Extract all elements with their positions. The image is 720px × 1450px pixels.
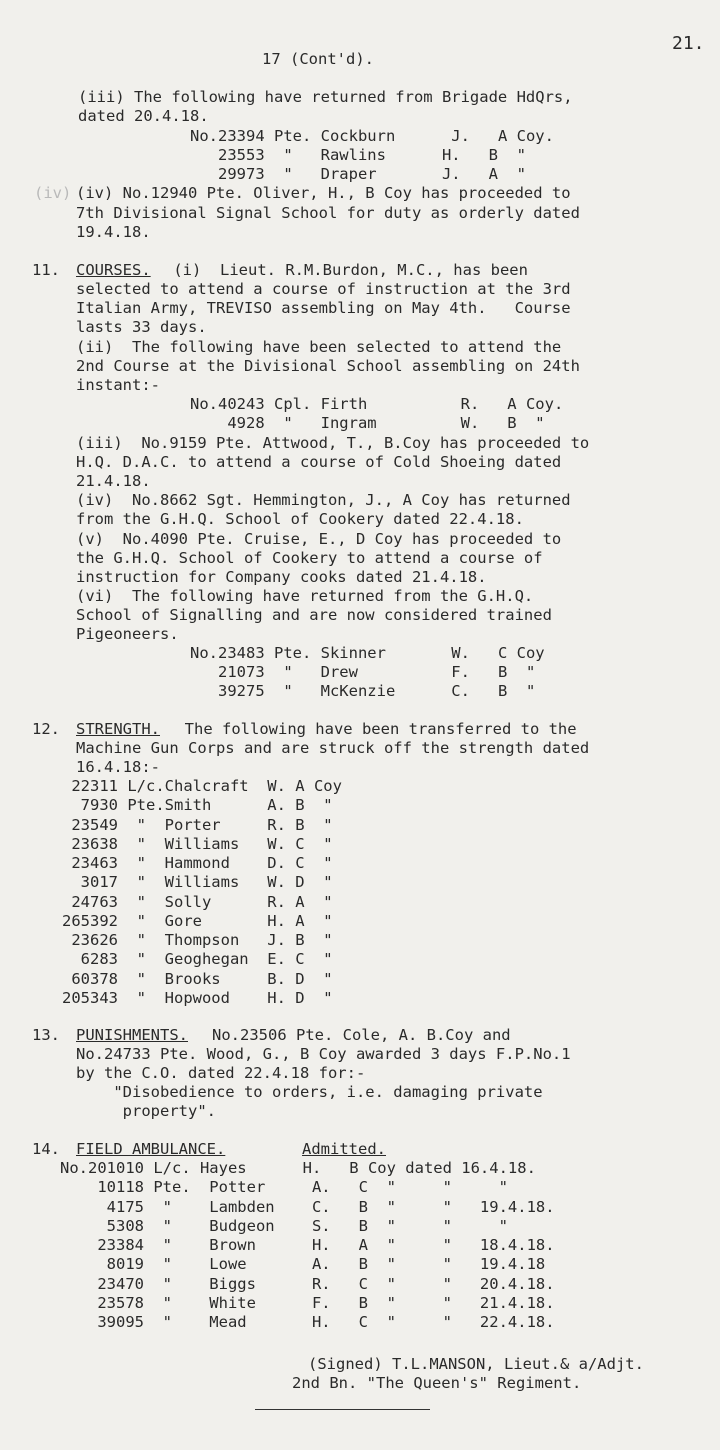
s17-iii-row: No.23394 Pte. Cockburn J. A Coy. [190, 127, 554, 145]
closing-rule [255, 1409, 430, 1410]
s17-iii-line: dated 20.4.18. [78, 107, 209, 125]
signature-line: (Signed) T.L.MANSON, Lieut.& a/Adjt. [308, 1355, 644, 1373]
s12-first: The following have been transferred to the [166, 720, 577, 738]
s17-iv-line: (iv) No.12940 Pte. Oliver, H., B Coy has proceeded to [76, 184, 571, 202]
s11-i-line: selected to attend a course of instruction at the 3rd [76, 280, 571, 298]
s17-iii-line: (iii) The following have returned from Brigade HdQrs, [78, 88, 573, 106]
s14-row: 23470 " Biggs R. C " " 20.4.18. [60, 1275, 555, 1293]
signature-unit: 2nd Bn. "The Queen's" Regiment. [292, 1374, 582, 1392]
s12-row: 24763 " Solly R. A " [62, 893, 333, 911]
s12-row: 3017 " Williams W. D " [62, 873, 333, 891]
s11-i-first: (i) Lieut. R.M.Burdon, M.C., has been [164, 261, 528, 279]
s12-line: 16.4.18:- [76, 758, 160, 776]
s13-line: "Disobedience to orders, i.e. damaging private [76, 1083, 543, 1101]
s11-ii-line: instant:- [76, 376, 160, 394]
s13-first: No.23506 Pte. Cole, A. B.Coy and [184, 1026, 511, 1044]
s12-row: 7930 Pte.Smith A. B " [62, 796, 333, 814]
s12-row: 23549 " Porter R. B " [62, 816, 333, 834]
s14-row: 23384 " Brown H. A " " 18.4.18. [60, 1236, 555, 1254]
s17-iv-faint-mark: (iv) [34, 184, 72, 202]
s13-line: No.24733 Pte. Wood, G., B Coy awarded 3 days F.P.No.1 [76, 1045, 571, 1063]
s11-v-line: the G.H.Q. School of Cookery to attend a course of [76, 549, 543, 567]
s11-i-line: lasts 33 days. [76, 318, 207, 336]
s12-title: STRENGTH. [76, 720, 160, 738]
s12-row: 23638 " Williams W. C " [62, 835, 333, 853]
s11-number: 11. [32, 261, 60, 279]
s11-vi-line: School of Signalling and are now considered trained [76, 606, 552, 624]
s14-row: 39095 " Mead H. C " " 22.4.18. [60, 1313, 555, 1331]
s11-ii-row: No.40243 Cpl. Firth R. A Coy. [190, 395, 564, 413]
s12-row: 265392 " Gore H. A " [62, 912, 333, 930]
s11-title: COURSES. [76, 261, 151, 279]
s12-line: Machine Gun Corps and are struck off the strength dated [76, 739, 590, 757]
s13-number: 13. [32, 1026, 60, 1044]
s11-iii-line: H.Q. D.A.C. to attend a course of Cold Shoeing dated [76, 453, 562, 471]
s13-line: by the C.O. dated 22.4.18 for:- [76, 1064, 366, 1082]
s12-row: 60378 " Brooks B. D " [62, 970, 333, 988]
s11-vi-line: Pigeoneers. [76, 625, 179, 643]
s14-admitted: Admitted. [302, 1140, 386, 1158]
s11-iv-line: from the G.H.Q. School of Cookery dated 22.4.18. [76, 510, 524, 528]
s17-iv-line: 19.4.18. [76, 223, 151, 241]
s11-vi-row: 39275 " McKenzie C. B " [190, 682, 536, 700]
s12-row: 22311 L/c.Chalcraft W. A Coy [62, 777, 342, 795]
s17-iii-row: 29973 " Draper J. A " [190, 165, 526, 183]
s11-vi-row: 21073 " Drew F. B " [190, 663, 536, 681]
s11-i-line: Italian Army, TREVISO assembling on May 4th. Course [76, 299, 571, 317]
s13-line: property". [76, 1102, 216, 1120]
s11-vi-row: No.23483 Pte. Skinner W. C Coy [190, 644, 545, 662]
s13-title: PUNISHMENTS. [76, 1026, 188, 1044]
s14-row: 10118 Pte. Potter A. C " " " [60, 1178, 508, 1196]
s11-vi-line: (vi) The following have returned from the G.H.Q. [76, 587, 534, 605]
s11-iii-line: 21.4.18. [76, 472, 151, 490]
s12-row: 23463 " Hammond D. C " [62, 854, 333, 872]
s14-row: 8019 " Lowe A. B " " 19.4.18 [60, 1255, 546, 1273]
s11-ii-line: (ii) The following have been selected to attend the [76, 338, 562, 356]
s12-row: 6283 " Geoghegan E. C " [62, 950, 333, 968]
s14-number: 14. [32, 1140, 60, 1158]
s12-row: 23626 " Thompson J. B " [62, 931, 333, 949]
s14-row: 4175 " Lambden C. B " " 19.4.18. [60, 1198, 555, 1216]
s11-v-line: instruction for Company cooks dated 21.4.18. [76, 568, 487, 586]
s11-iii-line: (iii) No.9159 Pte. Attwood, T., B.Coy has proceeded to [76, 434, 590, 452]
s11-ii-row: 4928 " Ingram W. B " [190, 414, 545, 432]
s11-ii-line: 2nd Course at the Divisional School assembling on 24th [76, 357, 580, 375]
s12-row: 205343 " Hopwood H. D " [62, 989, 333, 1007]
page-number: 21. [672, 33, 705, 54]
s14-row: No.201010 L/c. Hayes H. B Coy dated 16.4.18. [60, 1159, 536, 1177]
s11-iv-line: (iv) No.8662 Sgt. Hemmington, J., A Coy has returned [76, 491, 571, 509]
s14-title: FIELD AMBULANCE. [76, 1140, 226, 1158]
s17-iii-row: 23553 " Rawlins H. B " [190, 146, 526, 164]
s14-row: 23578 " White F. B " " 21.4.18. [60, 1294, 555, 1312]
section-heading: 17 (Cont'd). [262, 50, 374, 68]
s17-iv-line: 7th Divisional Signal School for duty as orderly dated [76, 204, 580, 222]
s12-number: 12. [32, 720, 60, 738]
s11-v-line: (v) No.4090 Pte. Cruise, E., D Coy has proceeded to [76, 530, 562, 548]
s14-row: 5308 " Budgeon S. B " " " [60, 1217, 508, 1235]
